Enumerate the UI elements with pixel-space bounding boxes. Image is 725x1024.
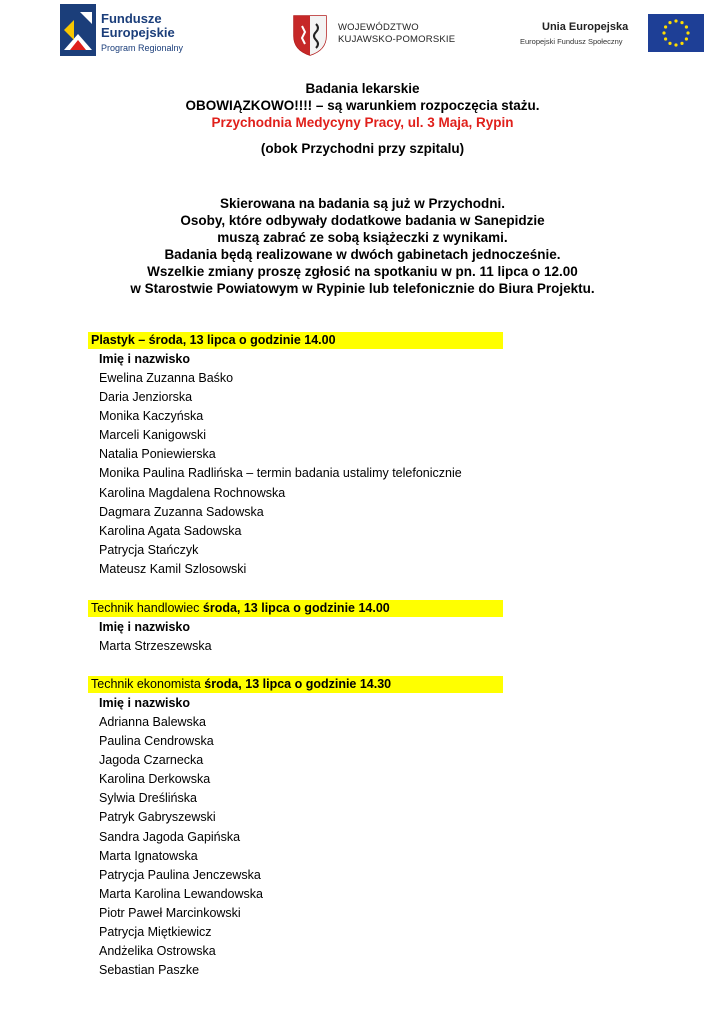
list-item: Karolina Agata Sadowska xyxy=(99,523,242,538)
intro-place: Przychodnia Medycyny Pracy, ul. 3 Maja, Rypin xyxy=(211,115,514,130)
list-item: Marta Karolina Lewandowska xyxy=(99,886,263,901)
list-item: Mateusz Kamil Szlosowski xyxy=(99,561,247,576)
list-item: Ewelina Zuzanna Baśko xyxy=(99,371,234,385)
info-line: Skierowana na badania są już w Przychodni. xyxy=(219,196,506,211)
header-logos xyxy=(0,0,725,70)
section-heading-bold: środa, 13 lipca o godzinie 14.00 xyxy=(202,601,390,615)
coat-of-arms-icon xyxy=(290,12,330,56)
ue-line2: Europejski Fundusz Społeczny xyxy=(520,37,623,46)
list-item: Jagoda Czarnecka xyxy=(99,753,204,768)
section-heading xyxy=(88,676,503,693)
list-item: Monika Kaczyńska xyxy=(99,409,204,424)
fundusze-europejskie-logo xyxy=(60,4,200,56)
section-heading-text: Plastyk – środa, 13 lipca o godzinie 14.00 xyxy=(91,333,336,347)
info-block xyxy=(60,195,665,297)
fundusze-europejskie-emblem-icon xyxy=(60,4,96,56)
list-item: Patrycja Miętkiewicz xyxy=(99,925,212,940)
fundusze-line2: Europejskie xyxy=(101,25,175,40)
list-item: Marta Strzeszewska xyxy=(99,639,212,653)
section-technik-ekonomista xyxy=(88,676,508,980)
section-heading-bold: środa, 13 lipca o godzinie 14.30 xyxy=(204,677,392,691)
fundusze-line3: Program Regionalny xyxy=(101,43,184,53)
list-item: Monika Paulina Radlińska – termin badania ustalimy telefonicznie xyxy=(99,466,462,481)
eu-flag-icon xyxy=(648,14,704,52)
list-item: Patrycja Stańczyk xyxy=(99,542,199,557)
intro-block xyxy=(60,80,665,131)
section-heading xyxy=(88,332,503,349)
section-heading-plain: Technik ekonomista xyxy=(91,677,205,691)
unia-europejska-logo xyxy=(520,14,690,54)
list-item: Andżelika Ostrowska xyxy=(99,944,216,959)
ue-line1: Unia Europejska xyxy=(542,21,629,33)
intro-title: Badania lekarskie xyxy=(305,81,420,96)
section-heading xyxy=(88,600,503,617)
list-item: Patryk Gabryszewski xyxy=(99,810,216,825)
info-line: muszą zabrać ze sobą książeczki z wynikami. xyxy=(217,230,508,245)
list-item: Dagmara Zuzanna Sadowska xyxy=(99,504,264,519)
list-item: Marta Ignatowska xyxy=(99,848,198,863)
intro-subtitle: OBOWIĄZKOWO!!!! – są warunkiem rozpoczęcia stażu. xyxy=(185,98,540,113)
section-technik-handlowiec xyxy=(88,600,508,656)
wojewodztwo-line2: KUJAWSKO-POMORSKIE xyxy=(338,34,456,45)
intro-note: (obok Przychodni przy szpitalu) xyxy=(260,141,465,156)
section-plastyk xyxy=(88,332,508,579)
list-item: Sebastian Paszke xyxy=(99,963,200,978)
list-item: Paulina Cendrowska xyxy=(99,734,214,749)
column-header: Imię i nazwisko xyxy=(99,696,191,710)
list-item: Adrianna Balewska xyxy=(99,715,207,729)
section-heading-plain: Technik handlowiec xyxy=(91,601,203,615)
info-line: w Starostwie Powiatowym w Rypinie lub telefonicznie do Biura Projektu. xyxy=(130,281,595,296)
list-item: Marceli Kanigowski xyxy=(99,428,206,443)
info-line: Osoby, które odbywały dodatkowe badania w Sanepidzie xyxy=(180,213,545,228)
column-header: Imię i nazwisko xyxy=(99,620,191,634)
list-item: Sylwia Dreślińska xyxy=(99,791,197,806)
column-header: Imię i nazwisko xyxy=(99,352,191,366)
wojewodztwo-line1: WOJEWÓDZTWO xyxy=(338,22,419,33)
list-item: Daria Jenziorska xyxy=(99,390,193,405)
info-line: Wszelkie zmiany proszę zgłosić na spotkaniu w pn. 11 lipca o 12.00 xyxy=(147,264,578,279)
fundusze-line1: Fundusze xyxy=(101,11,162,26)
list-item: Piotr Paweł Marcinkowski xyxy=(99,905,241,920)
list-item: Sandra Jagoda Gapińska xyxy=(99,829,241,844)
info-line: Badania będą realizowane w dwóch gabinetach jednocześnie. xyxy=(164,247,561,262)
list-item: Karolina Derkowska xyxy=(99,772,211,787)
list-item: Patrycja Paulina Jenczewska xyxy=(99,867,261,882)
list-item: Karolina Magdalena Rochnowska xyxy=(99,485,286,500)
list-item: Natalia Poniewierska xyxy=(99,447,216,462)
wojewodztwo-logo xyxy=(290,12,460,56)
